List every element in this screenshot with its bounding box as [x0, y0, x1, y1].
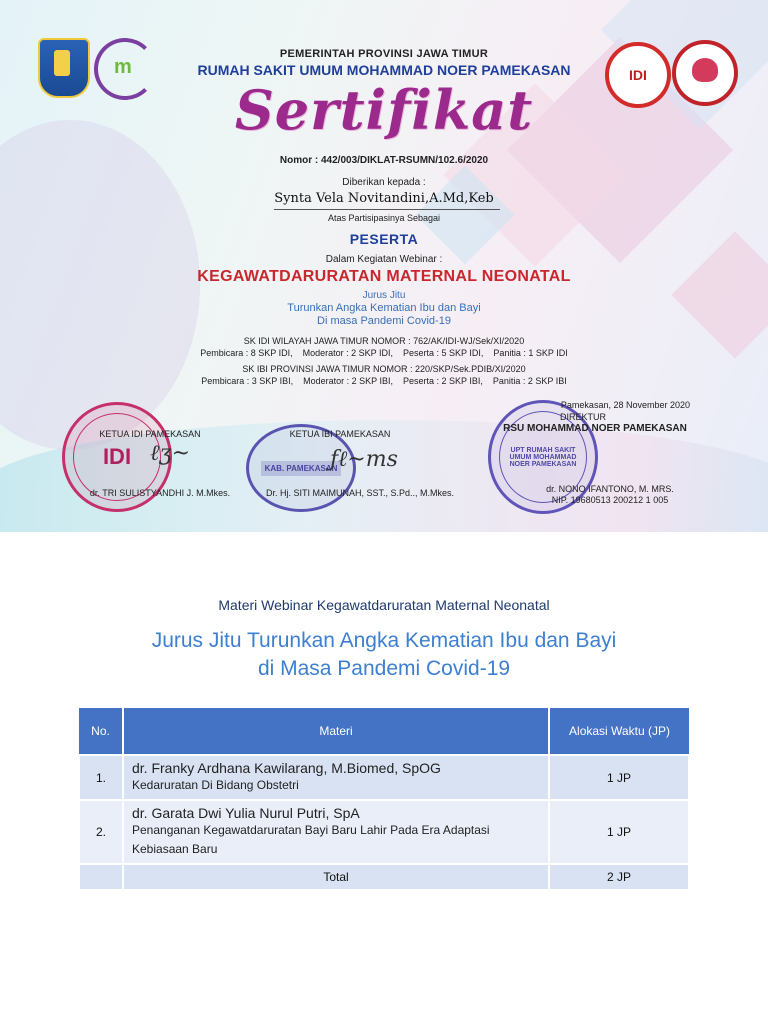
total-label: Total — [123, 864, 549, 890]
place-date: Pamekasan, 28 November 2020 — [560, 400, 690, 410]
row-allocation: 1 JP — [549, 800, 689, 864]
column-header: Alokasi Waktu (JP) — [549, 708, 689, 755]
signatory-title: KETUA IBI PAMEKASAN — [289, 429, 391, 439]
speaker-name: dr. Franky Ardhana Kawilarang, M.Biomed, SpOG — [132, 760, 441, 776]
hospital-name: RUMAH SAKIT UMUM MOHAMMAD NOER PAMEKASAN — [197, 62, 571, 78]
materi-title — [0, 627, 768, 683]
column-header: Materi — [123, 708, 549, 755]
materi-title-line: di Masa Pandemi Covid-19 — [257, 657, 511, 680]
signatory-name: Dr. Hj. SITI MAIMUNAH, SST., S.Pd.., M.Mkes. — [265, 488, 455, 498]
sk-idi-points: Pembicara : 8 SKP IDI, Moderator : 2 SKP IDI, Peserta : 5 SKP IDI, Panitia : 1 SKP IDI — [200, 348, 568, 358]
table-row — [79, 755, 689, 800]
sk-idi: SK IDI WILAYAH JAWA TIMUR NOMOR : 762/AK/IDI-WJ/Sek/XI/2020 — [243, 336, 525, 346]
topic: Kedaruratan Di Bidang Obstetri — [132, 778, 299, 792]
row-number: 1. — [79, 755, 123, 800]
materi-title-line: Jurus Jitu Turunkan Angka Kematian Ibu dan Bayi — [151, 629, 617, 652]
activity-label: Dalam Kegiatan Webinar : — [325, 254, 443, 265]
materi-heading: Materi Webinar Kegawatdaruratan Maternal Neonatal — [218, 597, 550, 613]
signatory-title: KETUA IDI PAMEKASAN — [99, 429, 201, 439]
speaker-name: dr. Garata Dwi Yulia Nurul Putri, SpA — [132, 805, 360, 821]
table-header-row — [79, 708, 689, 755]
topic: Penanganan Kegawatdaruratan Bayi Baru Lahir Pada Era Adaptasi Kebiasaan Baru — [132, 823, 490, 856]
government-name: PEMERINTAH PROVINSI JAWA TIMUR — [279, 48, 489, 60]
idi-logo: IDI — [605, 42, 671, 108]
participation-label: Atas Partisipasinya Sebagai — [327, 213, 441, 223]
signatory-institution: RSU MOHAMMAD NOER PAMEKASAN — [503, 423, 687, 434]
hospital-stamp: UPT RUMAH SAKIT UMUM MOHAMMAD NOER PAMEKASAN — [488, 400, 598, 514]
signature-idi: ℓʒ~ — [150, 441, 191, 466]
name-underline — [274, 209, 500, 210]
signatory-title: DIREKTUR — [560, 412, 607, 422]
idi-stamp: IDI — [62, 402, 172, 512]
total-value: 2 JP — [549, 864, 689, 890]
recipient-name: Synta Vela Novitandini,A.Md,Keb — [274, 191, 494, 206]
event-title: KEGAWATDARURATAN MATERNAL NEONATAL — [197, 268, 571, 285]
given-to-label: Diberikan kepada : — [342, 177, 426, 188]
materi-table — [78, 708, 690, 891]
table-row — [79, 800, 689, 864]
row-materi — [123, 800, 549, 864]
row-materi — [123, 755, 549, 800]
table-total-row — [79, 864, 689, 890]
sk-ibi: SK IBI PROVINSI JAWA TIMUR NOMOR : 220/SKP/Sek.PDIB/XI/2020 — [242, 364, 526, 374]
signature-ibi: ƒℓ~ms — [330, 447, 398, 472]
signatory-nip: NIP. 19680513 200212 1 005 — [551, 495, 669, 505]
certificate-title: Sertifikat — [234, 78, 534, 142]
ibi-stamp: KAB. PAMEKASAN — [246, 424, 356, 512]
participant-role: PESERTA — [349, 231, 419, 247]
event-subtitle: Turunkan Angka Kematian Ibu dan Bayi — [287, 302, 481, 314]
row-number: 2. — [79, 800, 123, 864]
row-allocation: 1 JP — [549, 755, 689, 800]
sk-ibi-points: Pembicara : 3 SKP IBI, Moderator : 2 SKP IBI, Peserta : 2 SKP IBI, Panitia : 2 SKP IBI — [201, 376, 567, 386]
total-empty-cell — [79, 864, 123, 890]
event-subtitle: Jurus Jitu — [362, 290, 406, 301]
certificate-number: Nomor : 442/003/DIKLAT-RSUMN/102.6/2020 — [279, 155, 489, 166]
hospital-logo: m — [94, 38, 158, 94]
signatory-name: dr. TRI SULISTYANDHI J. M.Mkes. — [89, 488, 231, 498]
event-subtitle: Di masa Pandemi Covid-19 — [317, 315, 451, 327]
signatory-name: dr. NONO IFANTONO, M. MRS. — [546, 484, 674, 494]
column-header: No. — [79, 708, 123, 755]
